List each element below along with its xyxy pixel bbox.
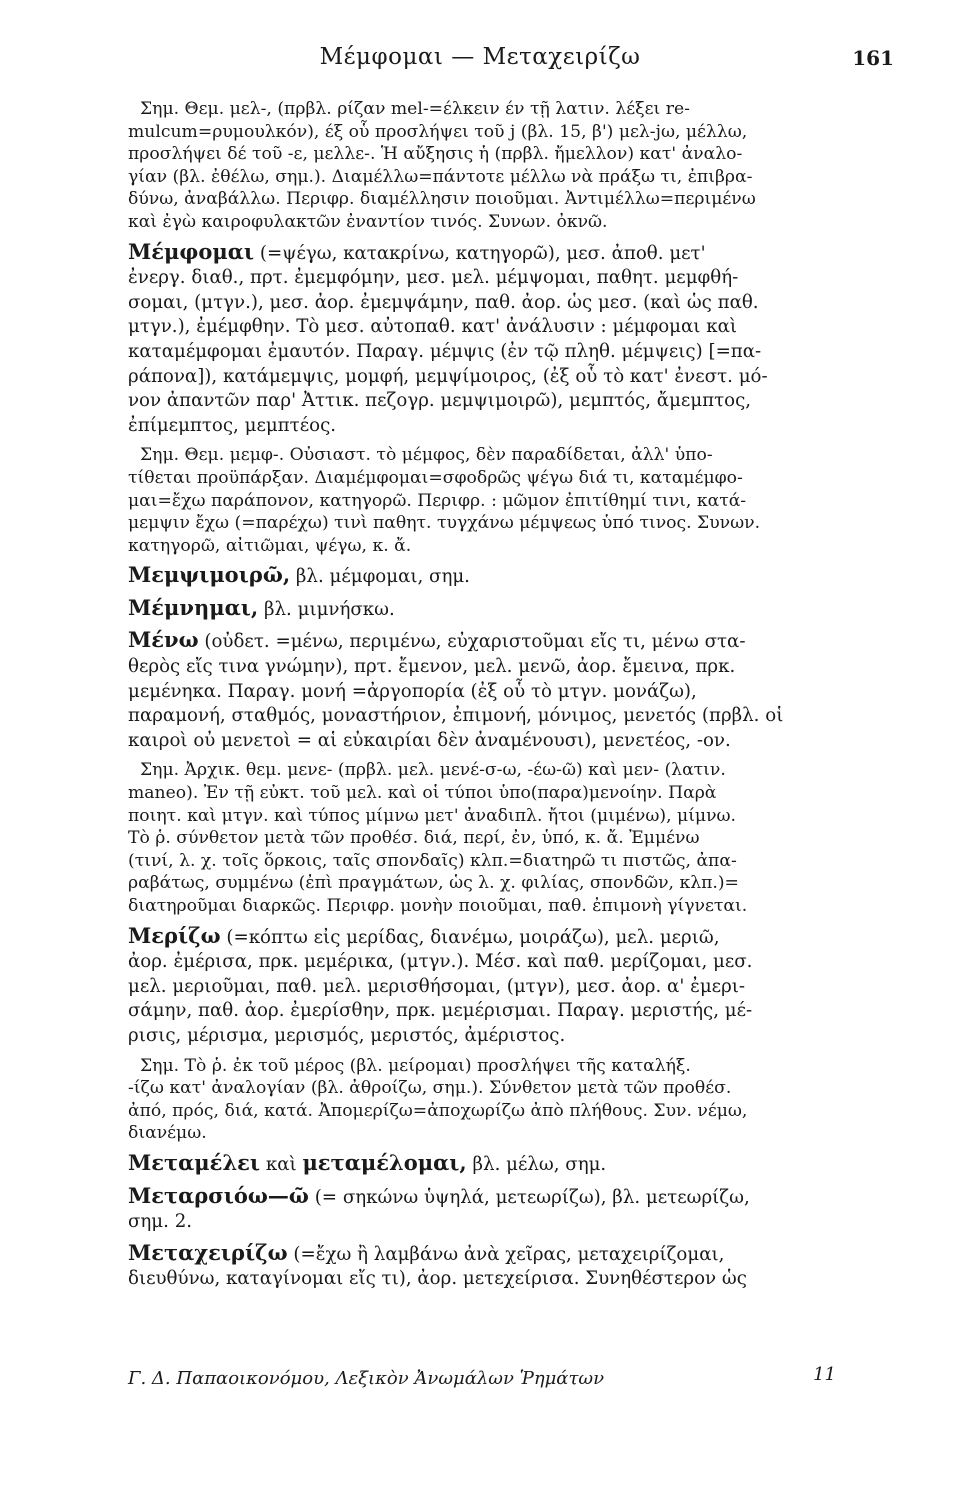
headword: Μένω (128, 627, 199, 653)
note-line: κατηγορῶ, αἰτιῶμαι, ψέγω, κ. ἄ. (128, 535, 412, 556)
note-line: διανέμω. (128, 1123, 207, 1144)
entry-note (128, 759, 840, 917)
note-line: ἀπό, πρός, διά, κατά. Ἀπομερίζω=ἀποχωρίζω ἀπὸ πλήθους. Συν. νέμω, (128, 1100, 748, 1121)
entry-connector: καὶ (260, 1153, 303, 1175)
intro-note (128, 98, 840, 234)
entry-line: μεμένηκα. Παραγ. μονή =ἀργοπορία (ἐξ οὗ τὸ μτγν. μονάζω), (128, 680, 697, 702)
note-line: μεμψιν ἔχω (=παρέχω) τινὶ παθητ. τυγχάνω μέμψεως ὑπό τινος. Συνων. (128, 513, 761, 534)
headword: Μεταχειρίζω (128, 1239, 288, 1265)
entry-mnemai (128, 596, 840, 623)
note-line: καὶ ἐγὼ καιροφυλακτῶν ἐναντίον τινός. Συνων. ὀκνῶ. (128, 211, 608, 232)
note-line: Σημ. Θεμ. μελ-, (πρβλ. ρίζαν mel-=έλκειν έν τῇ λατιν. λέξει re- (140, 99, 690, 119)
entry-line: βλ. μέμφομαι, σημ. (290, 566, 470, 588)
note-line: Σημ. Τὸ ῥ. ἐκ τοῦ μέρος (βλ. μείρομαι) προσλήψει τῆς καταλήξ. (140, 1055, 691, 1076)
entry-metamelei (128, 1151, 840, 1178)
note-line: ποιητ. καὶ μτγν. καὶ τύπος μίμνω μετ' ἀναδιπλ. ἤτοι (μιμένω), μίμνω. (128, 805, 737, 826)
note-line: Σημ. Ἀρχικ. θεμ. μενε- (πρβλ. μελ. μενέ-σ-ω, -έω-ῶ) καὶ μεν- (λατιν. (140, 760, 726, 781)
entry-line: μτγν.), ἐμέμφθην. Τὸ μεσ. αὐτοπαθ. κατ' ἀνάλυσιν : μέμφομαι καὶ (128, 316, 737, 338)
entry-merizo (128, 924, 840, 1145)
entry-memphimoiro (128, 563, 840, 590)
entry-line: ἐπίμεμπτος, μεμπτέος. (128, 414, 337, 436)
page-body (128, 98, 840, 1292)
entry-line: μελ. μεριοῦμαι, παθ. μελ. μερισθήσομαι, (μτγν), μεσ. ἀορ. α' ἐμερι- (128, 975, 746, 997)
entry-memphomai (128, 240, 840, 558)
headword: Μερίζω (128, 922, 221, 948)
footer-credit: Γ. Δ. Παπαοικονόμου, Λεξικὸν Ἀνωμάλων Ῥημάτων (128, 1368, 605, 1389)
entry-line: βλ. μιμνήσκω. (258, 598, 395, 620)
entry-metarsioo (128, 1184, 840, 1235)
note-line: Τὸ ῥ. σύνθετον μετὰ τῶν προθέσ. διά, περί, ἐν, ὑπό, κ. ἄ. Ἐμμένω (128, 828, 700, 849)
headword: Μεταρσιόω—ῶ (128, 1182, 309, 1208)
entry-line: (=ἔχω ἢ λαμβάνω ἀνὰ χεῖρας, μεταχειρίζομαι, (287, 1243, 725, 1265)
page-number: 161 (852, 46, 894, 70)
entry-line: (οὐδετ. =μένω, περιμένω, εὐχαριστοῦμαι εἴς τι, μένω στα- (198, 631, 746, 653)
note-line: mulcum=ρυμουλκόν), έξ οὗ προσλήψει τοῦ j (βλ. 15, β') μελ-jω, μέλλω, (128, 121, 748, 142)
headword: Μεμψιμοιρῶ, (128, 562, 291, 588)
entry-line: καταμέμφομαι ἐμαυτόν. Παραγ. μέμψις (ἐν τῷ πληθ. μέμψεις) [=πα- (128, 340, 762, 362)
entry-line: σομαι, (μτγν.), μεσ. ἀορ. ἐμεμψάμην, παθ. ἀορ. ὡς μεσ. (καὶ ὡς παθ. (128, 291, 759, 313)
running-head (0, 44, 960, 74)
note-line: Σημ. Θεμ. μεμφ-. Οὐσιαστ. τὸ μέμφος, δὲν παραδίδεται, ἀλλ' ὑπο- (140, 445, 713, 466)
running-title: Μέμφομαι — Μεταχειρίζω (319, 44, 641, 70)
note-line: ραβάτως, συμμένω (ἐπὶ πραγμάτων, ὡς λ. χ. φιλίας, σπονδῶν, κλπ.)= (128, 873, 739, 894)
entry-line: νον ἀπαντῶν παρ' Ἀττικ. πεζογρ. μεμψιμοιρῶ), μεμπτός, ἄμεμπτος, (128, 390, 752, 412)
entry-note (128, 1055, 840, 1145)
entry-line: καιροὶ οὐ μενετοὶ = αἱ εὐκαιρίαι δὲν ἀναμένουσι), μενετέος, -ον. (128, 729, 731, 751)
entry-line: διευθύνω, καταγίνομαι εἴς τι), ἀορ. μετεχείρισα. Συνηθέστερον ὡς (128, 1268, 747, 1290)
note-line: maneo). Ἐν τῇ εὐκτ. τοῦ μελ. καὶ οἱ τύποι ὑπο(παρα)μενοίην. Παρὰ (128, 783, 717, 804)
entry-line: (=κόπτω εἰς μερίδας, διανέμω, μοιράζω), μελ. μεριῶ, (220, 926, 720, 948)
note-line: μαι=ἔχω παράπονον, κατηγορῶ. Περιφρ. : μῶμον ἐπιτίθημί τινι, κατά- (128, 490, 747, 511)
note-line: προσλήψει δέ τοῦ -ε, μελλε-. Ἡ αὔξησις ἡ (πρβλ. ἤμελλον) κατ' ἀναλο- (128, 144, 743, 165)
signature-mark: 11 (813, 1364, 836, 1385)
entry-line: παραμονή, σταθμός, μοναστήριον, ἐπιμονή, μόνιμος, μενετός (πρβλ. οἱ (128, 705, 784, 727)
entry-line: ἀορ. ἐμέρισα, πρκ. μεμέρικα, (μτγν.). Μέσ. καὶ παθ. μερίζομαι, μεσ. (128, 951, 753, 973)
entry-line: σημ. 2. (128, 1211, 193, 1233)
entry-line: ρισις, μέρισμα, μερισμός, μεριστός, ἀμέριστος. (128, 1024, 566, 1046)
note-line: δύνω, ἀναβάλλω. Περιφρ. διαμέλλησιν ποιοῦμαι. Ἀντιμέλλω=περιμένω (128, 189, 756, 210)
note-line: διατηροῦμαι διαρκῶς. Περιφρ. μονὴν ποιοῦμαι, παθ. ἐπιμονὴ γίγνεται. (128, 896, 748, 916)
entry-line: σάμην, παθ. ἀορ. ἐμερίσθην, πρκ. μεμέρισμαι. Παραγ. μεριστής, μέ- (128, 1000, 753, 1022)
entry-line: ἐνεργ. διαθ., πρτ. ἐμεμφόμην, μεσ. μελ. μέμψομαι, παθητ. μεμφθή- (128, 267, 739, 289)
entry-line: (= σηκώνω ὑψηλά, μετεωρίζω), βλ. μετεωρίζω, (308, 1186, 750, 1208)
headword-secondary: μεταμέλομαι, (302, 1149, 467, 1175)
entry-line: (=ψέγω, κατακρίνω, κατηγορῶ), μεσ. ἀποθ. μετ' (254, 242, 706, 264)
entry-meno (128, 628, 840, 917)
entry-line: θερὸς εἴς τινα γνώμην), πρτ. ἔμενον, μελ. μενῶ, ἀορ. ἔμεινα, πρκ. (128, 656, 736, 678)
entry-metacheirizo (128, 1241, 840, 1292)
headword: Μέμφομαι (128, 238, 255, 264)
entry-line: ράπονα]), κατάμεμψις, μομφή, μεμψίμοιρος, (ἐξ οὗ τὸ κατ' ἐνεστ. μό- (128, 365, 768, 387)
note-line: (τινί, λ. χ. τοῖς ὅρκοις, ταῖς σπονδαῖς) κλπ.=διατηρῶ τι πιστῶς, ἀπα- (128, 850, 737, 871)
note-line: τίθεται προϋπάρξαν. Διαμέμφομαι=σφοδρῶς ψέγω διά τι, καταμέμφο- (128, 467, 743, 488)
headword: Μεταμέλει (128, 1149, 261, 1175)
note-line: -ίζω κατ' ἀναλογίαν (βλ. ἀθροίζω, σημ.). Σύνθετον μετὰ τῶν προθέσ. (128, 1078, 732, 1099)
note-line: γίαν (βλ. ἐθέλω, σημ.). Διαμέλλω=πάντοτε μέλλω νὰ πράξω τι, ἐπιβρα- (128, 166, 753, 187)
entry-line: βλ. μέλω, σημ. (466, 1153, 607, 1175)
headword: Μέμνημαι, (128, 594, 259, 620)
entry-note (128, 444, 840, 557)
